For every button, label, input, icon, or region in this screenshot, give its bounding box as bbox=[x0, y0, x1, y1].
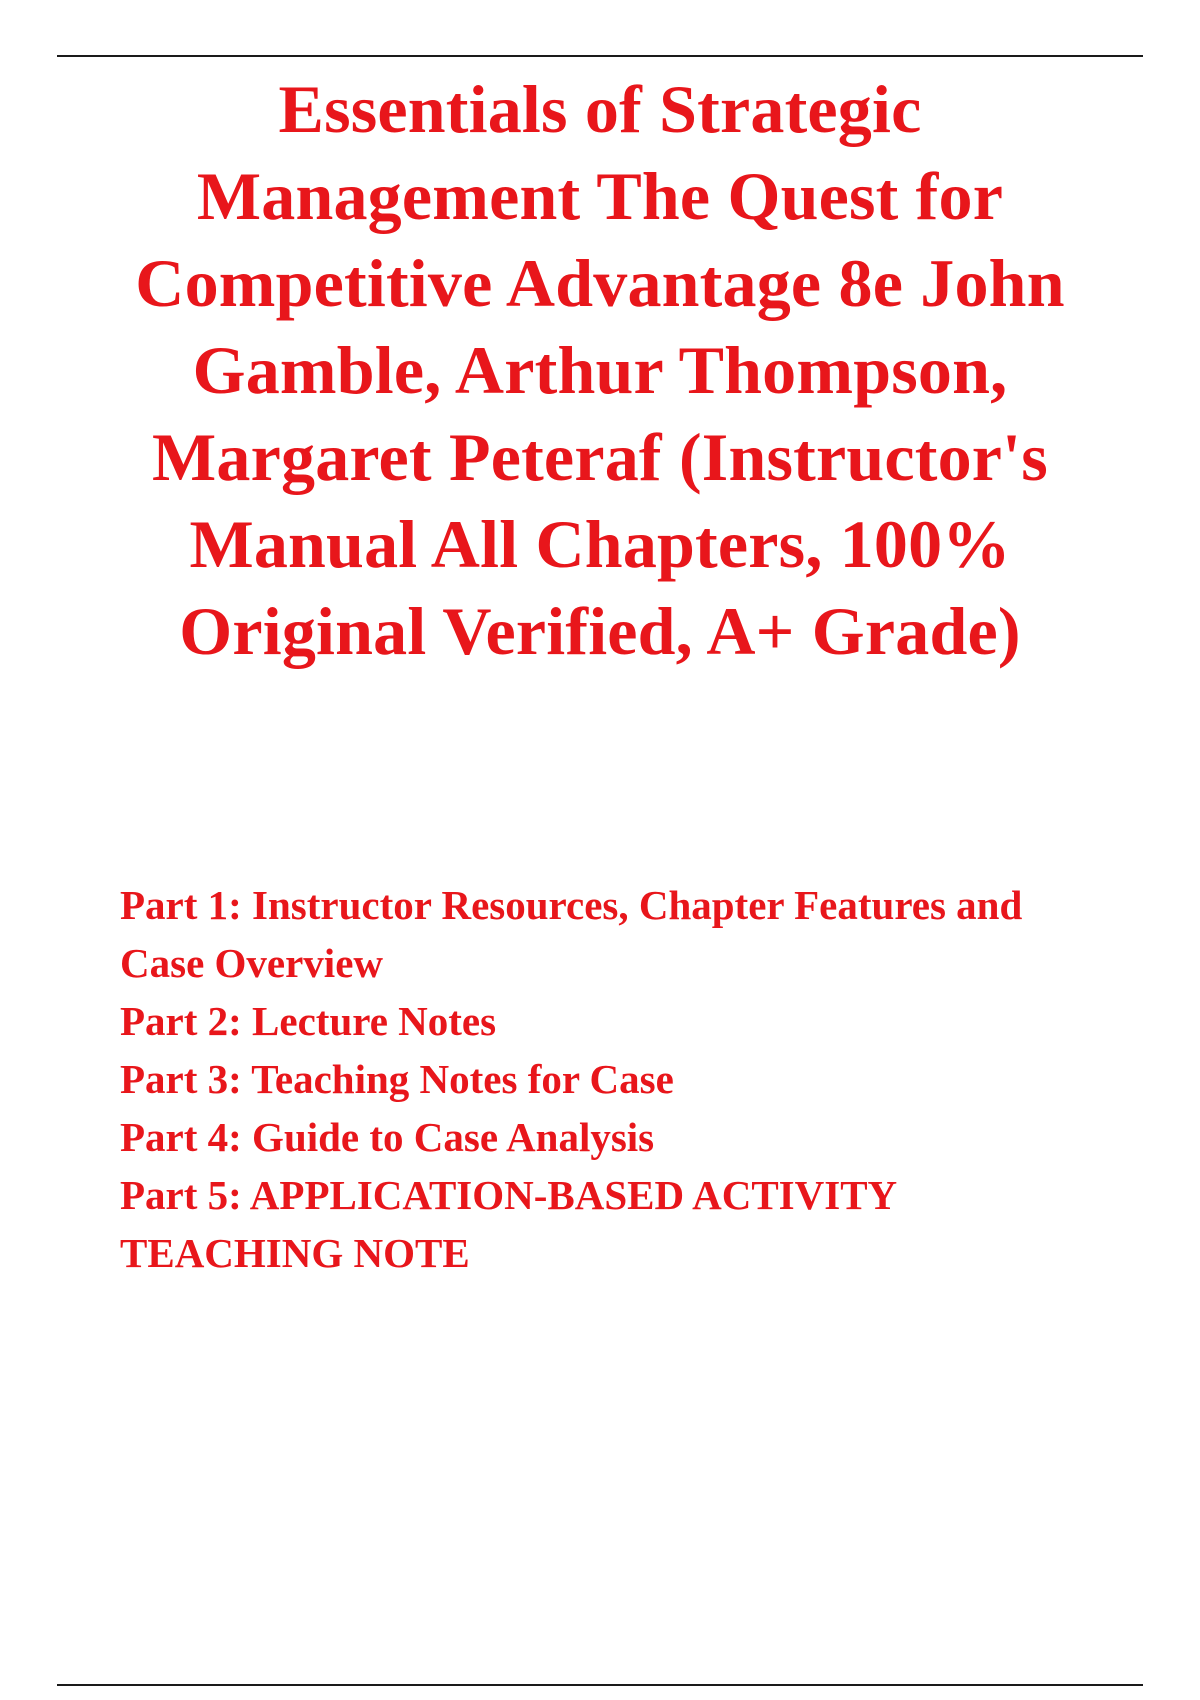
part-item-1: Part 1: Instructor Resources, Chapter Features and Case Overview bbox=[120, 882, 1023, 986]
document-title: Essentials of Strategic Management The Quest for Competitive Advantage 8e John Gamble, Arthur Thompson, Margaret Peteraf (Instructor's Manual All Chapters, 100% Original Verified, A+ Grade) bbox=[135, 71, 1065, 669]
parts-list bbox=[120, 876, 1080, 1282]
part-item-3: Part 3: Teaching Notes for Case bbox=[120, 1056, 674, 1102]
part-item-2: Part 2: Lecture Notes bbox=[120, 998, 497, 1044]
part-item-4: Part 4: Guide to Case Analysis bbox=[120, 1114, 655, 1160]
part-item-5: Part 5: APPLICATION-BASED ACTIVITY TEACHING NOTE bbox=[120, 1172, 896, 1276]
top-divider bbox=[57, 55, 1143, 57]
bottom-divider bbox=[57, 1684, 1143, 1686]
